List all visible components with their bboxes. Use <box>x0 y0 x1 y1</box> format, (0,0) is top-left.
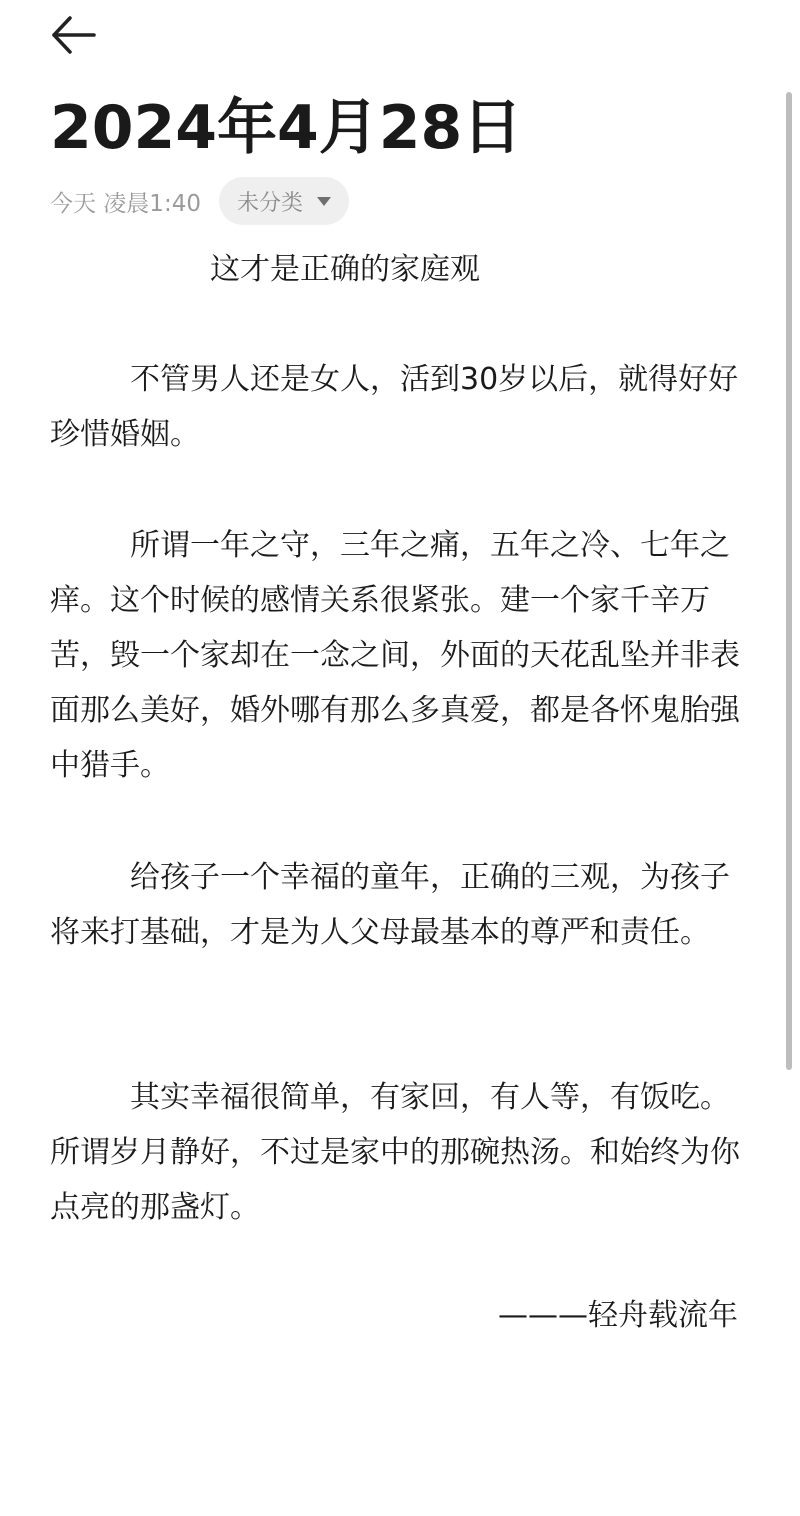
category-dropdown[interactable] <box>219 177 349 225</box>
note-title[interactable]: 2024年4月28日 <box>50 93 523 163</box>
dropdown-triangle-icon <box>317 197 331 206</box>
content-heading: 这才是正确的家庭观 <box>210 252 480 287</box>
note-body[interactable] <box>50 240 750 1500</box>
paragraph-4: 其实幸福很简单，有家回，有人等，有饭吃。所谓岁月静好，不过是家中的那碗热汤。和始终为你点亮的那盏灯。 <box>50 1080 740 1225</box>
back-button[interactable] <box>48 12 102 58</box>
note-meta <box>50 176 349 226</box>
signature: ———轻舟载流年 <box>498 1298 738 1333</box>
note-timestamp: 今天 凌晨1:40 <box>50 190 201 217</box>
paragraph-3: 给孩子一个幸福的童年，正确的三观，为孩子将来打基础，才是为人父母最基本的尊严和责任。 <box>50 860 730 950</box>
paragraph-1: 不管男人还是女人，活到30岁以后，就得好好珍惜婚姻。 <box>50 362 739 452</box>
scrollbar[interactable] <box>786 92 792 1070</box>
paragraph-2: 所谓一年之守，三年之痛，五年之冷、七年之痒。这个时候的感情关系很紧张。建一个家千辛万苦，毁一个家却在一念之间，外面的天花乱坠并非表面那么美好，婚外哪有那么多真爱，都是各怀鬼胎强中猎手。 <box>50 528 740 783</box>
arrow-left-icon <box>48 12 102 58</box>
category-label: 未分类 <box>236 190 303 216</box>
